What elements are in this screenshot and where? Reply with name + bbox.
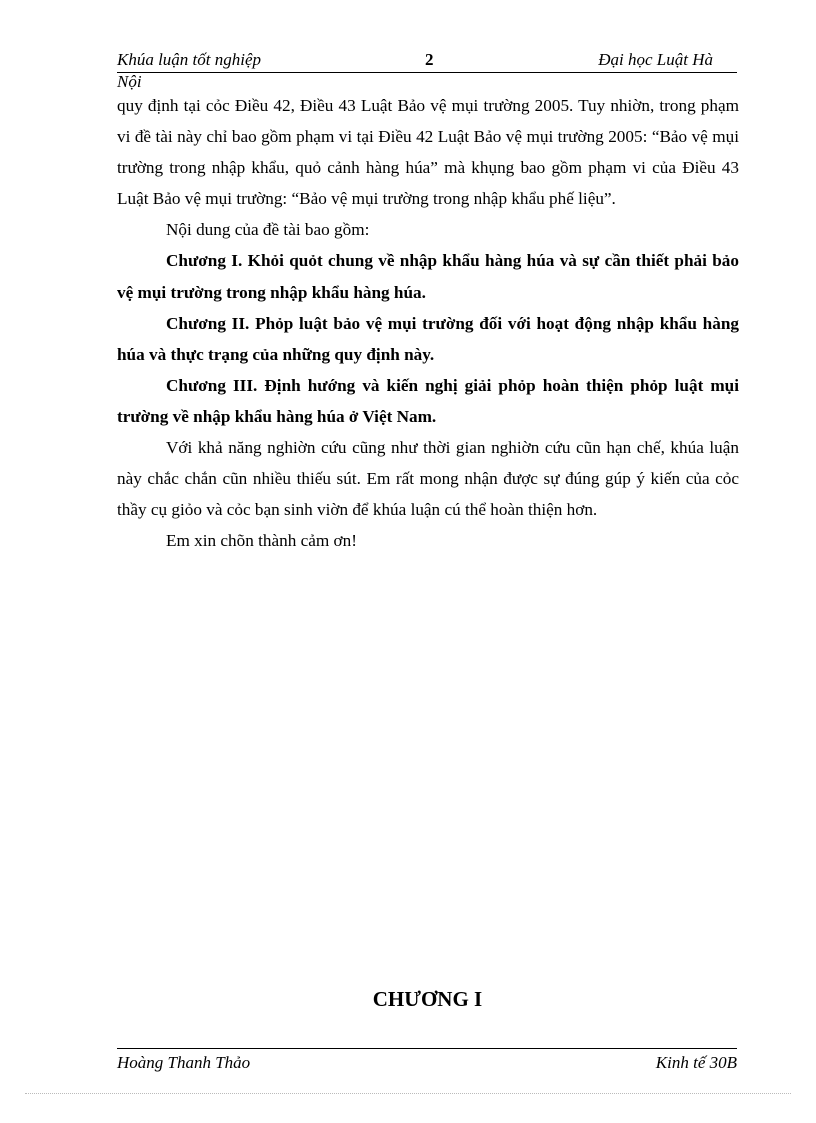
chapter-2-summary: Chương II. Phỏp luật bảo vệ mụi trường đối với hoạt động nhập khẩu hàng húa và thực trạng của những quy định này.: [117, 313, 739, 364]
chapter-1-summary: Chương I. Khỏi quỏt chung về nhập khẩu hàng húa và sự cần thiết phải bảo vệ mụi trường trong nhập khẩu hàng húa.: [117, 251, 739, 302]
header-university: Đại học Luật Hà: [598, 50, 713, 69]
footer-class: Kinh tế 30B: [655, 1053, 737, 1072]
chapter-heading: CHƯƠNG I: [372, 987, 483, 1011]
chapter-3-summary: Chương III. Định hướng và kiến nghị giải phỏp hoàn thiện phỏp luật mụi trường về nhập khẩu hàng húa ở Việt Nam.: [117, 375, 739, 426]
document-body: [117, 90, 739, 556]
header-title: Khúa luận tốt nghiệp: [117, 50, 262, 69]
paragraph-contents-intro: Nội dung của đề tài bao gồm:: [166, 220, 370, 240]
page-bottom-divider: [25, 1093, 791, 1094]
page-footer: [117, 1048, 737, 1079]
page-number: 2: [425, 50, 434, 69]
page-header: [117, 50, 737, 73]
paragraph-thanks: Em xin chõn thành cảm ơn!: [166, 531, 357, 551]
footer-author: Hoàng Thanh Thảo: [117, 1053, 251, 1072]
header-university-wrap: Nội: [117, 72, 142, 91]
paragraph-scope: quy định tại cỏc Điều 42, Điều 43 Luật Bảo vệ mụi trường 2005. Tuy nhiờn, trong phạm vi đề tài này chỉ bao gồm phạm vi tại Điều 42 Luật Bảo vệ mụi trường 2005: “Bảo vệ mụi trường trong nhập khẩu, quỏ cảnh hàng húa” mà khụng bao gồm phạm vi của Điều 43 Luật Bảo vệ mụi trường: “Bảo vệ mụi trường trong nhập khẩu phế liệu”.: [117, 96, 739, 209]
paragraph-limitations: Với khả năng nghiờn cứu cũng như thời gian nghiờn cứu cũn hạn chế, khúa luận này chắc chắn cũn nhiều thiếu sút. Em rất mong nhận được sự đúng gúp ý kiến của cỏc thầy cụ giỏo và cỏc bạn sinh viờn để khúa luận cú thể hoàn thiện hơn.: [117, 438, 739, 520]
